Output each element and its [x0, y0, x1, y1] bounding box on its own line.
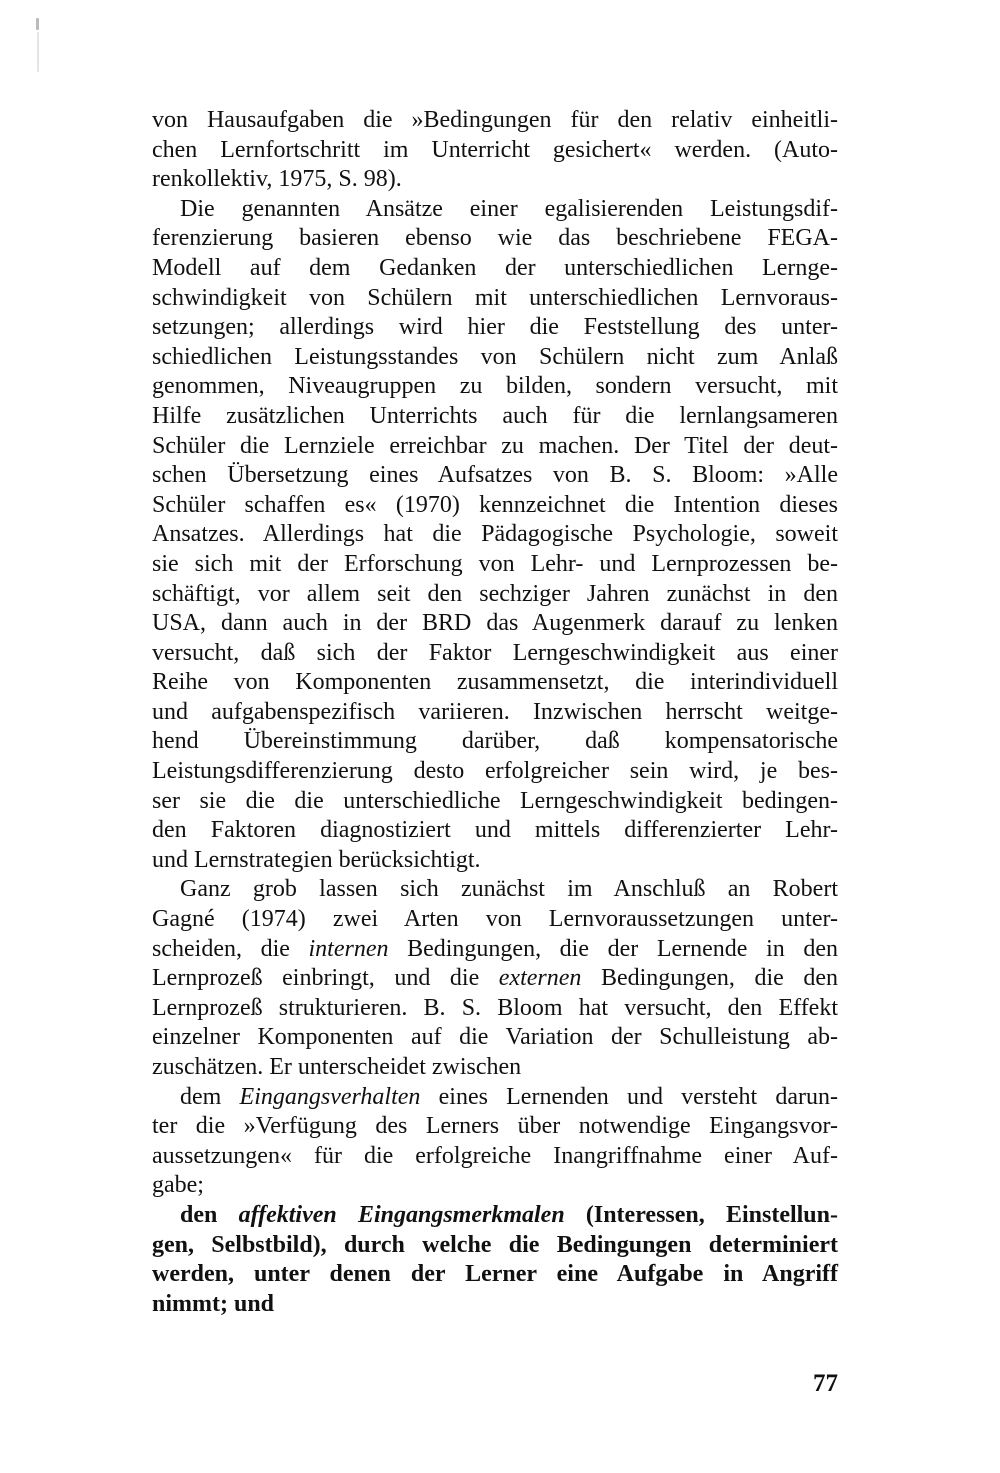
- text-line: [152, 195, 838, 225]
- text-segment: von Hausaufgaben die »Bedingungen für den relativ einheitli-: [152, 107, 838, 133]
- text-line: [152, 1112, 838, 1142]
- text-segment: schäftigt, vor allem seit den sechziger Jahren zunächst in den: [152, 580, 838, 607]
- text-segment: ferenzierung basieren ebenso wie das beschriebene FEGA-: [152, 225, 838, 252]
- text-segment: dem: [180, 1083, 240, 1110]
- text-segment: Hilfe zusätzlichen Unterrichts auch für die lernlangsameren: [152, 402, 838, 429]
- text-segment: Reihe von Komponenten zusammensetzt, die interindividuell: [152, 669, 838, 696]
- text-line: [152, 846, 838, 876]
- text-line: [152, 639, 838, 669]
- text-segment: ser sie die die unterschiedliche Lerngeschwindigkeit bedingen-: [152, 787, 838, 814]
- text-line: [152, 609, 838, 639]
- scan-speck: [37, 32, 39, 72]
- text-line: [152, 1201, 838, 1231]
- text-segment: schen Übersetzung eines Aufsatzes von B. S. Bloom: »Alle: [152, 462, 838, 489]
- text-line: [152, 372, 838, 402]
- text-segment: aussetzungen« für die erfolgreiche Inangriffnahme einer Auf-: [152, 1142, 838, 1169]
- paragraph-p3: [152, 875, 838, 1082]
- text-segment: hend Übereinstimmung darüber, daß kompensatorische: [152, 728, 838, 755]
- text-line: [152, 165, 838, 195]
- italic-term: internen: [308, 935, 389, 962]
- text-segment: den: [180, 1201, 239, 1228]
- text-line: [152, 994, 838, 1024]
- italic-term: externen: [498, 965, 582, 992]
- text-line: [152, 1023, 838, 1053]
- text-segment: Lernprozeß einbringt, und die: [152, 965, 499, 992]
- text-segment: genommen, Niveaugruppen zu bilden, sondern versucht, mit: [152, 373, 838, 400]
- text-line: [152, 1171, 838, 1201]
- italic-term: affektiven Eingangsmerkmalen: [238, 1201, 565, 1228]
- body-text: [152, 106, 838, 1319]
- text-line: [152, 1142, 838, 1172]
- text-line: [152, 964, 838, 994]
- text-line: [152, 668, 838, 698]
- text-segment: Schüler die Lernziele erreichbar zu machen. Der Titel der deut-: [152, 432, 838, 459]
- page-number: 77: [813, 1370, 838, 1397]
- text-segment: Ganz grob lassen sich zunächst im Anschluß an Robert: [180, 876, 838, 903]
- text-segment: chen Lernfortschritt im Unterricht gesichert« werden. (Auto-: [152, 136, 838, 163]
- text-segment: versucht, daß sich der Faktor Lerngeschwindigkeit aus einer: [152, 639, 838, 666]
- text-line: [152, 757, 838, 787]
- text-line: [152, 1260, 838, 1290]
- text-segment: scheiden, die: [152, 935, 309, 962]
- text-segment: ter die »Verfügung des Lerners über notwendige Eingangsvor-: [152, 1113, 838, 1140]
- paragraph-p5: [152, 1201, 838, 1319]
- text-line: [152, 550, 838, 580]
- text-line: [152, 432, 838, 462]
- text-line: [152, 520, 838, 550]
- text-segment: Die genannten Ansätze einer egalisierenden Leistungsdif-: [180, 195, 838, 222]
- text-segment: Lernprozeß strukturieren. B. S. Bloom hat versucht, den Effekt: [152, 994, 838, 1021]
- text-line: [152, 343, 838, 373]
- paragraph-p1: [152, 106, 838, 195]
- text-segment: werden, unter denen der Lerner eine Aufgabe in Angriff: [152, 1261, 838, 1288]
- text-line: [152, 1083, 838, 1113]
- text-segment: den Faktoren diagnostiziert und mittels differenzierter Lehr-: [152, 817, 838, 844]
- text-line: [152, 402, 838, 432]
- text-segment: gabe;: [152, 1172, 204, 1199]
- text-line: [152, 935, 838, 965]
- text-segment: Schüler schaffen es« (1970) kennzeichnet die Intention dieses: [152, 491, 838, 518]
- text-segment: Leistungsdifferenzierung desto erfolgreicher sein wird, je bes-: [152, 758, 838, 785]
- text-segment: zuschätzen. Er unterscheidet zwischen: [152, 1054, 522, 1080]
- text-segment: setzungen; allerdings wird hier die Feststellung des unter-: [152, 314, 838, 341]
- text-segment: nimmt; und: [152, 1290, 275, 1317]
- text-segment: Ansatzes. Allerdings hat die Pädagogische Psychologie, soweit: [152, 521, 838, 548]
- text-line: [152, 698, 838, 728]
- text-line: [152, 816, 838, 846]
- text-line: [152, 875, 838, 905]
- text-line: [152, 284, 838, 314]
- text-line: [152, 1053, 838, 1083]
- scan-speck: [36, 18, 39, 30]
- text-line: [152, 106, 838, 136]
- text-line: [152, 254, 838, 284]
- text-line: [152, 313, 838, 343]
- text-segment: eines Lernenden und versteht darun-: [420, 1083, 838, 1110]
- text-segment: und aufgabenspezifisch variieren. Inzwischen herrscht weitge-: [152, 698, 838, 725]
- text-segment: schiedlichen Leistungsstandes von Schülern nicht zum Anlaß: [152, 343, 838, 370]
- text-line: [152, 1231, 838, 1261]
- text-segment: und Lernstrategien berücksichtigt.: [152, 846, 481, 873]
- text-line: [152, 461, 838, 491]
- text-segment: (Interessen, Einstellun-: [564, 1201, 838, 1228]
- text-line: [152, 224, 838, 254]
- text-line: [152, 727, 838, 757]
- text-line: [152, 1290, 838, 1320]
- text-segment: USA, dann auch in der BRD das Augenmerk darauf zu lenken: [152, 610, 838, 637]
- italic-term: Eingangsverhalten: [239, 1083, 421, 1110]
- text-segment: gen, Selbstbild), durch welche die Bedingungen determiniert: [152, 1231, 838, 1258]
- text-line: [152, 580, 838, 610]
- text-segment: einzelner Komponenten auf die Variation der Schulleistung ab-: [152, 1024, 838, 1051]
- text-line: [152, 787, 838, 817]
- paragraph-p2: [152, 195, 838, 876]
- text-line: [152, 491, 838, 521]
- text-segment: Bedingungen, die den: [581, 965, 839, 992]
- text-line: [152, 136, 838, 166]
- text-segment: Bedingungen, die der Lernende in den: [388, 935, 838, 962]
- text-line: [152, 905, 838, 935]
- text-segment: renkollektiv, 1975, S. 98).: [152, 166, 402, 193]
- text-segment: sie sich mit der Erforschung von Lehr- und Lernprozessen be-: [152, 550, 838, 577]
- text-segment: Modell auf dem Gedanken der unterschiedlichen Lernge-: [152, 254, 838, 281]
- text-segment: Gagné (1974) zwei Arten von Lernvoraussetzungen unter-: [152, 906, 838, 933]
- text-segment: schwindigkeit von Schülern mit unterschiedlichen Lernvoraus-: [152, 284, 838, 311]
- paragraph-p4: [152, 1083, 838, 1201]
